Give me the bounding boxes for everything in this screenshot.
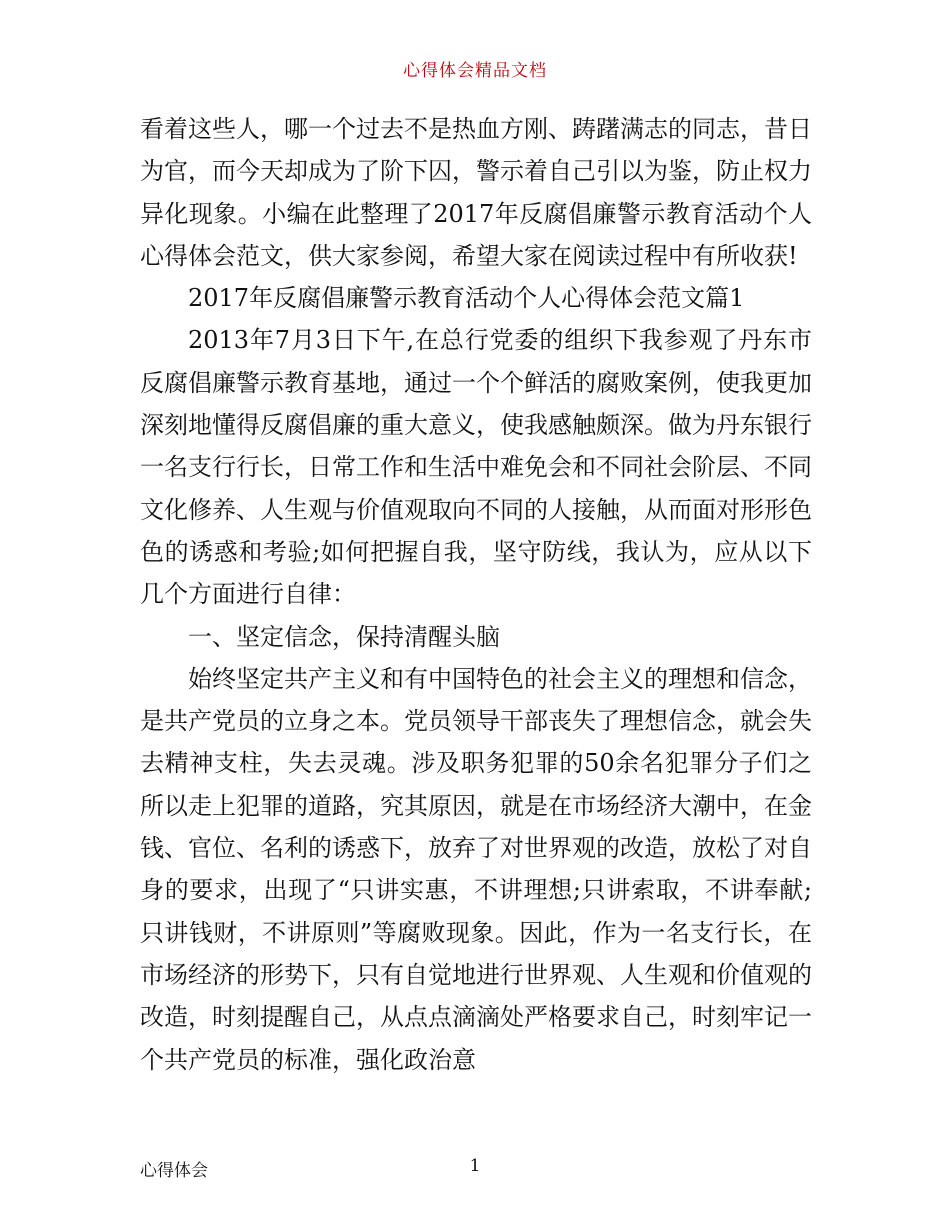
paragraph-intro: 看着这些人，哪一个过去不是热血方刚、踌躇满志的同志，昔日为官，而今天却成为了阶下囚，警示着自己引以为鉴，防止权力异化现象。小编在此整理了2017年反腐倡廉警示教育活动个人心得体会范文，供大家参阅，希望大家在阅读过程中有所收获!: [140, 115, 812, 270]
paragraph-visit: 2013年7月3日下午,在总行党委的组织下我参观了丹东市反腐倡廉警示教育基地，通过一个个鲜活的腐败案例，使我更加深刻地懂得反腐倡廉的重大意义，使我感触颇深。做为丹东银行一名支行行长，日常工作和生活中难免会和不同社会阶层、不同文化修养、人生观与价值观取向不同的人接触，从而面对形形色色的诱惑和考验;如何把握自我，坚守防线，我认为，应从以下几个方面进行自律：: [140, 326, 812, 609]
paragraph-belief: 始终坚定共产主义和有中国特色的社会主义的理想和信念，是共产党员的立身之本。党员领导干部丧失了理想信念，就会失去精神支柱，失去灵魂。涉及职务犯罪的50余名犯罪分子们之所以走上犯罪的道路，究其原因，就是在市场经济大潮中，在金钱、官位、名利的诱惑下，放弃了对世界观的改造，放松了对自身的要求，出现了“只讲实惠，不讲理想;只讲索取，不讲奉献;只讲钱财，不讲原则”等腐败现象。因此，作为一名支行长，在市场经济的形势下，只有自觉地进行世界观、人生观和价值观的改造，时刻提醒自己，从点点滴滴处严格要求自己，时刻牢记一个共产党员的标准，强化政治意: [140, 664, 812, 1074]
section-title: 2017年反腐倡廉警示教育活动个人心得体会范文篇1: [188, 284, 745, 313]
page-header-title: 心得体会精品文档: [403, 61, 547, 81]
footer-label: 心得体会: [140, 1161, 208, 1181]
subsection-heading: 一、坚定信念，保持清醒头脑: [188, 622, 500, 651]
page-number: 1: [469, 1156, 481, 1176]
document-body: [140, 108, 812, 1081]
